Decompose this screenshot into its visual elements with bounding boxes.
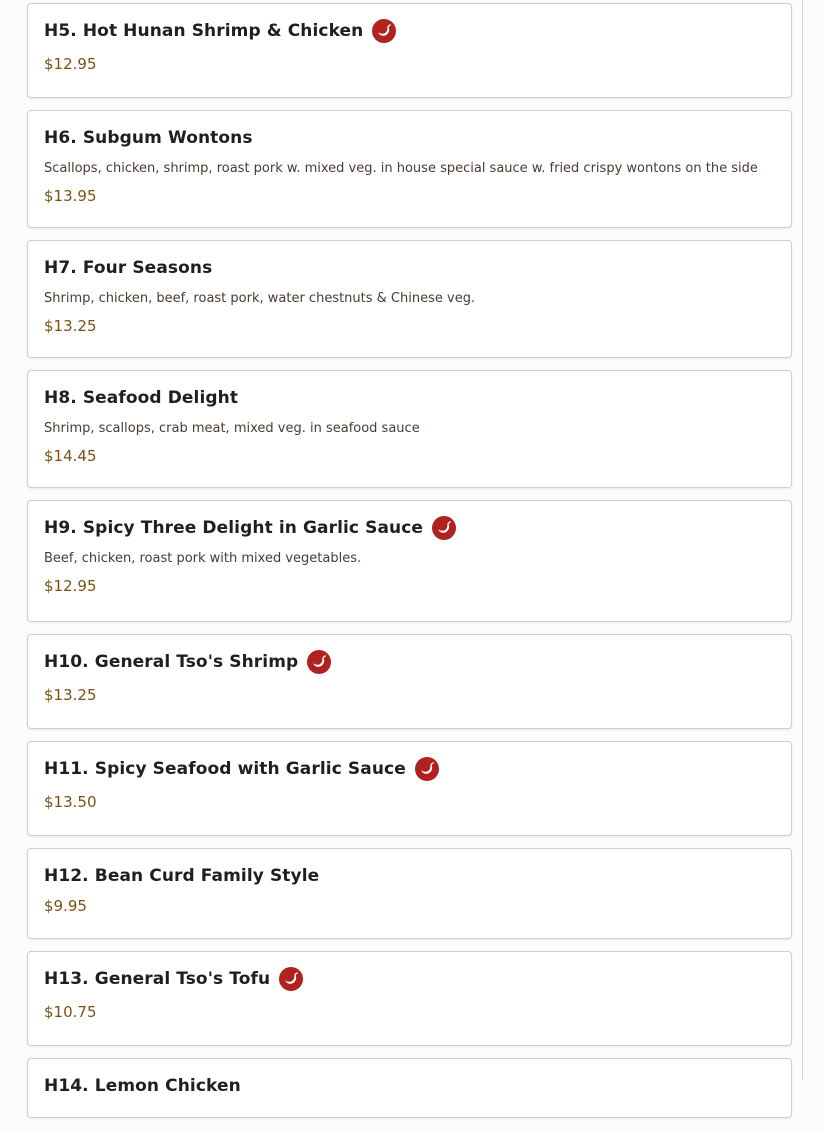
menu-item-title-row [44, 966, 775, 992]
scrollbar-track[interactable] [802, 0, 803, 1081]
chili-pepper-icon [307, 650, 331, 674]
menu-item-title-row [44, 255, 775, 281]
menu-item-price: $14.45 [44, 447, 97, 465]
menu-item-title-row [44, 649, 775, 675]
menu-item-title-row [44, 756, 775, 782]
menu-item-name: H10. General Tso's Shrimp [44, 652, 299, 672]
chili-pepper-icon [415, 757, 439, 781]
menu-item-price: $10.75 [44, 1003, 97, 1021]
menu-item-card[interactable] [27, 370, 792, 488]
menu-item-price: $12.95 [44, 55, 97, 73]
menu-item-title-row [44, 1073, 775, 1099]
menu-item-description: Scallops, chicken, shrimp, roast pork w. mixed veg. in house special sauce w. fried crispy wontons on the side [44, 161, 758, 176]
menu-item-card[interactable] [27, 1058, 792, 1118]
menu-item-card[interactable] [27, 110, 792, 228]
menu-item-name: H7. Four Seasons [44, 258, 213, 278]
menu-item-description: Beef, chicken, roast pork with mixed vegetables. [44, 551, 362, 566]
menu-item-card[interactable] [27, 500, 792, 622]
menu-item-name: H6. Subgum Wontons [44, 128, 253, 148]
menu-item-name: H9. Spicy Three Delight in Garlic Sauce [44, 518, 424, 538]
menu-item-price: $9.95 [44, 897, 87, 915]
menu-item-title-row [44, 863, 775, 889]
menu-item-name: H11. Spicy Seafood with Garlic Sauce [44, 759, 406, 779]
menu-item-title-row [44, 515, 775, 541]
menu-item-name: H14. Lemon Chicken [44, 1076, 241, 1096]
chili-pepper-icon [372, 19, 396, 43]
menu-item-price: $13.25 [44, 686, 97, 704]
menu-item-name: H5. Hot Hunan Shrimp & Chicken [44, 21, 364, 41]
menu-item-description: Shrimp, scallops, crab meat, mixed veg. in seafood sauce [44, 421, 420, 436]
menu-item-title-row [44, 125, 775, 151]
menu-item-card[interactable] [27, 634, 792, 729]
menu-item-card[interactable] [27, 741, 792, 836]
menu-item-name: H8. Seafood Delight [44, 388, 239, 408]
menu-item-card[interactable] [27, 240, 792, 358]
menu-item-description: Shrimp, chicken, beef, roast pork, water chestnuts & Chinese veg. [44, 291, 476, 306]
menu-item-title-row [44, 18, 775, 44]
menu-item-name: H12. Bean Curd Family Style [44, 866, 320, 886]
chili-pepper-icon [279, 967, 303, 991]
chili-pepper-icon [432, 516, 456, 540]
menu-item-card[interactable] [27, 3, 792, 98]
menu-item-price: $13.50 [44, 793, 97, 811]
menu-item-price: $13.95 [44, 187, 97, 205]
menu-item-price: $12.95 [44, 577, 97, 595]
menu-item-price: $13.25 [44, 317, 97, 335]
menu-item-card[interactable] [27, 848, 792, 939]
menu-item-title-row [44, 385, 775, 411]
menu-item-list [27, 3, 792, 1130]
menu-item-name: H13. General Tso's Tofu [44, 969, 271, 989]
menu-item-card[interactable] [27, 951, 792, 1046]
